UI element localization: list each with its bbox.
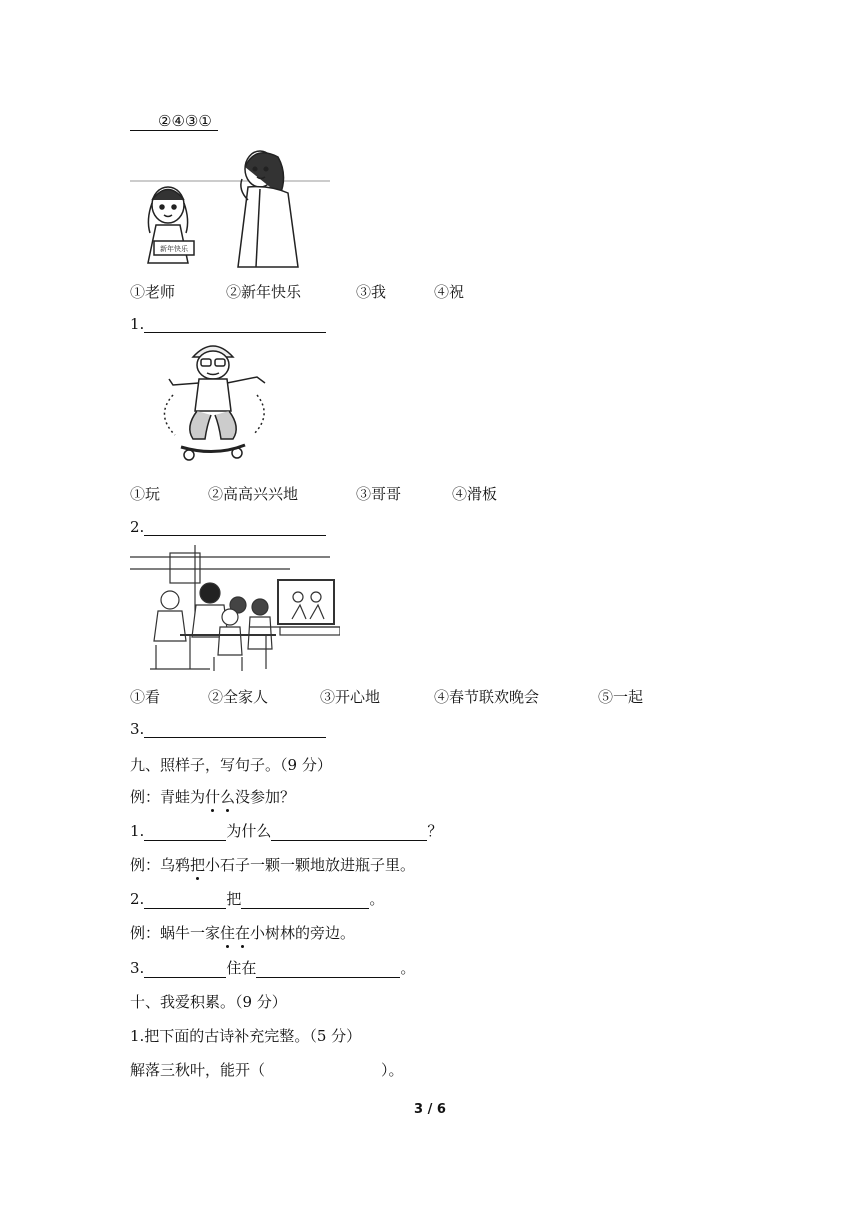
poem-line: 解落三秋叶，能开（ ）。 (130, 1061, 404, 1079)
sentence-2-blank-a[interactable] (144, 892, 226, 909)
option-3-1: ①看 (130, 688, 161, 706)
card-label: 新年快乐 (160, 245, 188, 253)
option-3-3: ③开心地 (320, 688, 381, 706)
sentence-line-3: 3. 住在 。 (130, 959, 416, 977)
question-10-1: 1.把下面的古诗补充完整。（5 分） (130, 1027, 362, 1045)
family-tv-illustration (130, 545, 340, 675)
option-3-2: ②全家人 (208, 688, 269, 706)
answer-blank-2[interactable] (144, 519, 326, 536)
sentence-3-blank-b[interactable] (256, 961, 400, 978)
answer-line-3: 3. (130, 720, 326, 738)
skateboard-boy-illustration (145, 335, 285, 470)
example-3: 例：蜗牛一家住在小树林的旁边。 (130, 924, 356, 942)
option-1-2: ②新年快乐 (226, 283, 302, 301)
section-10-title: 十、我爱积累。（9 分） (130, 993, 287, 1011)
sentence-line-2: 2. 把 。 (130, 890, 385, 908)
example-2: 例：乌鸦把小石子一颗一颗地放进瓶子里。 (130, 856, 416, 874)
sentence-2-blank-b[interactable] (241, 892, 369, 909)
page-number: 3 / 6 (414, 1102, 446, 1117)
option-1-3: ③我 (356, 283, 387, 301)
answer-example: ②④③① (130, 112, 218, 131)
answer-line-2: 2. (130, 518, 326, 536)
option-1-1: ①老师 (130, 283, 176, 301)
answer-blank-1[interactable] (144, 316, 326, 333)
girl-teacher-illustration (130, 145, 330, 270)
sentence-1-blank-a[interactable] (144, 824, 226, 841)
option-2-4: ④滑板 (452, 485, 498, 503)
example-1: 例：青蛙为什么没参加？ (130, 788, 296, 806)
sentence-3-blank-a[interactable] (144, 961, 226, 978)
option-1-4: ④祝 (434, 283, 465, 301)
sentence-line-1: 1. 为什么 ？ (130, 822, 443, 840)
answer-blank-3[interactable] (144, 721, 326, 738)
sentence-1-blank-b[interactable] (271, 824, 427, 841)
answer-line-1: 1. (130, 315, 326, 333)
option-3-4: ④春节联欢晚会 (434, 688, 540, 706)
option-3-5: ⑤一起 (598, 688, 644, 706)
option-2-3: ③哥哥 (356, 485, 402, 503)
option-2-2: ②高高兴兴地 (208, 485, 299, 503)
section-9-title: 九、照样子，写句子。（9 分） (130, 756, 332, 774)
option-2-1: ①玩 (130, 485, 161, 503)
